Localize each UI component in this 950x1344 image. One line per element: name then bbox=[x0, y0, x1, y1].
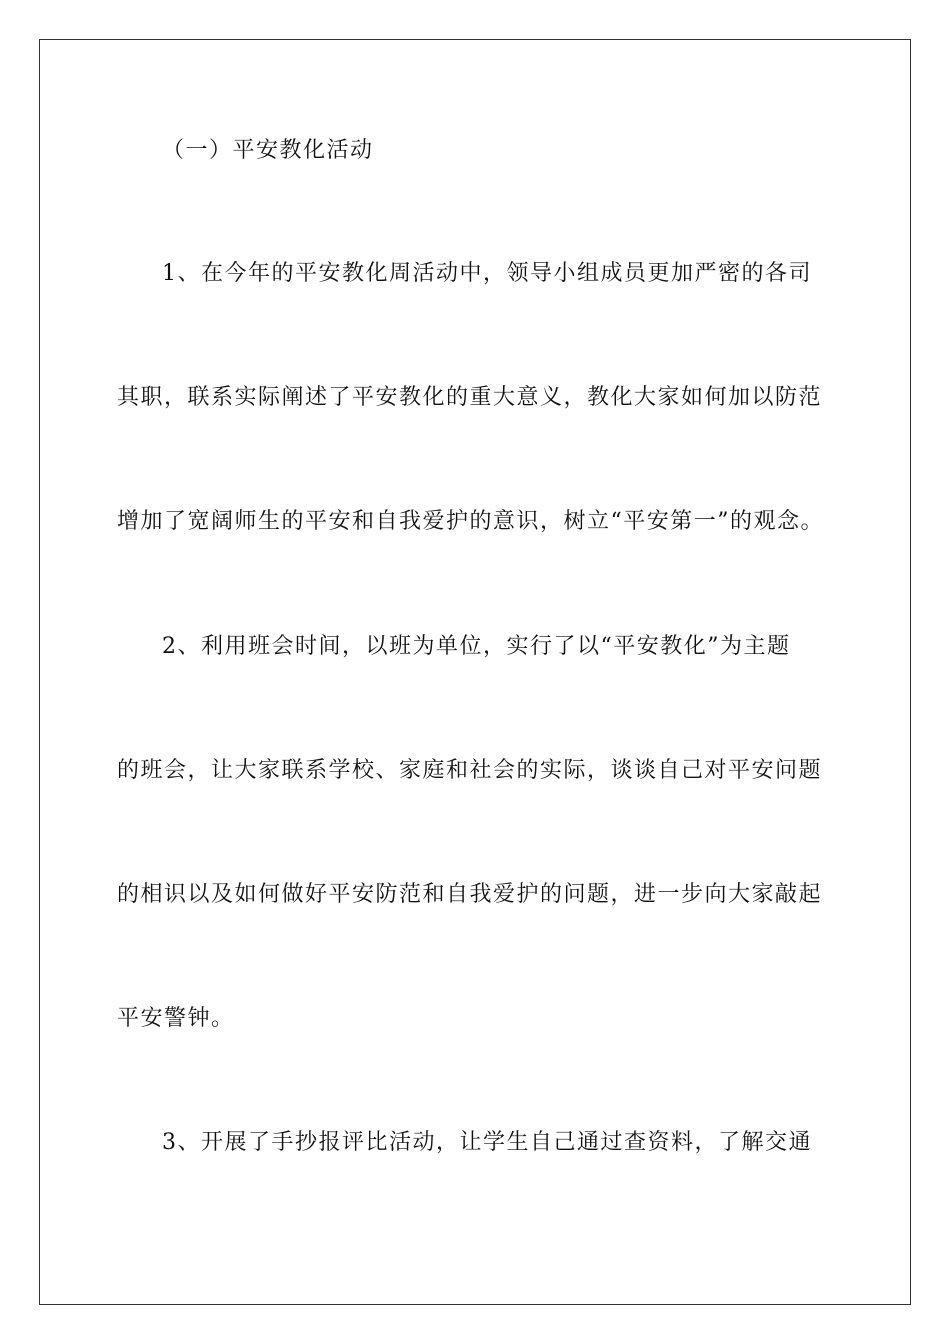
paragraph-3-line-1: 3、开展了手抄报评比活动，让学生自己通过查资料，了解交通 bbox=[162, 1130, 812, 1155]
paragraph-2-line-4: 平安警钟。 bbox=[117, 1006, 235, 1031]
paragraph-1-line-1: 1、在今年的平安教化周活动中，领导小组成员更加严密的各司 bbox=[162, 261, 812, 286]
paragraph-2-line-1: 2、利用班会时间，以班为单位，实行了以“平安教化”为主题 bbox=[162, 634, 791, 659]
section-heading: （一）平安教化活动 bbox=[162, 138, 374, 163]
paragraph-2-line-2: 的班会，让大家联系学校、家庭和社会的实际，谈谈自己对平安问题 bbox=[117, 758, 823, 783]
page-border bbox=[39, 39, 911, 1305]
paragraph-1-line-2: 其职，联系实际阐述了平安教化的重大意义，教化大家如何加以防范 bbox=[117, 385, 823, 410]
paragraph-2-line-3: 的相识以及如何做好平安防范和自我爱护的问题，进一步向大家敲起 bbox=[117, 882, 823, 907]
paragraph-1-line-3: 增加了宽阔师生的平安和自我爱护的意识，树立“平安第一”的观念。 bbox=[117, 509, 824, 534]
